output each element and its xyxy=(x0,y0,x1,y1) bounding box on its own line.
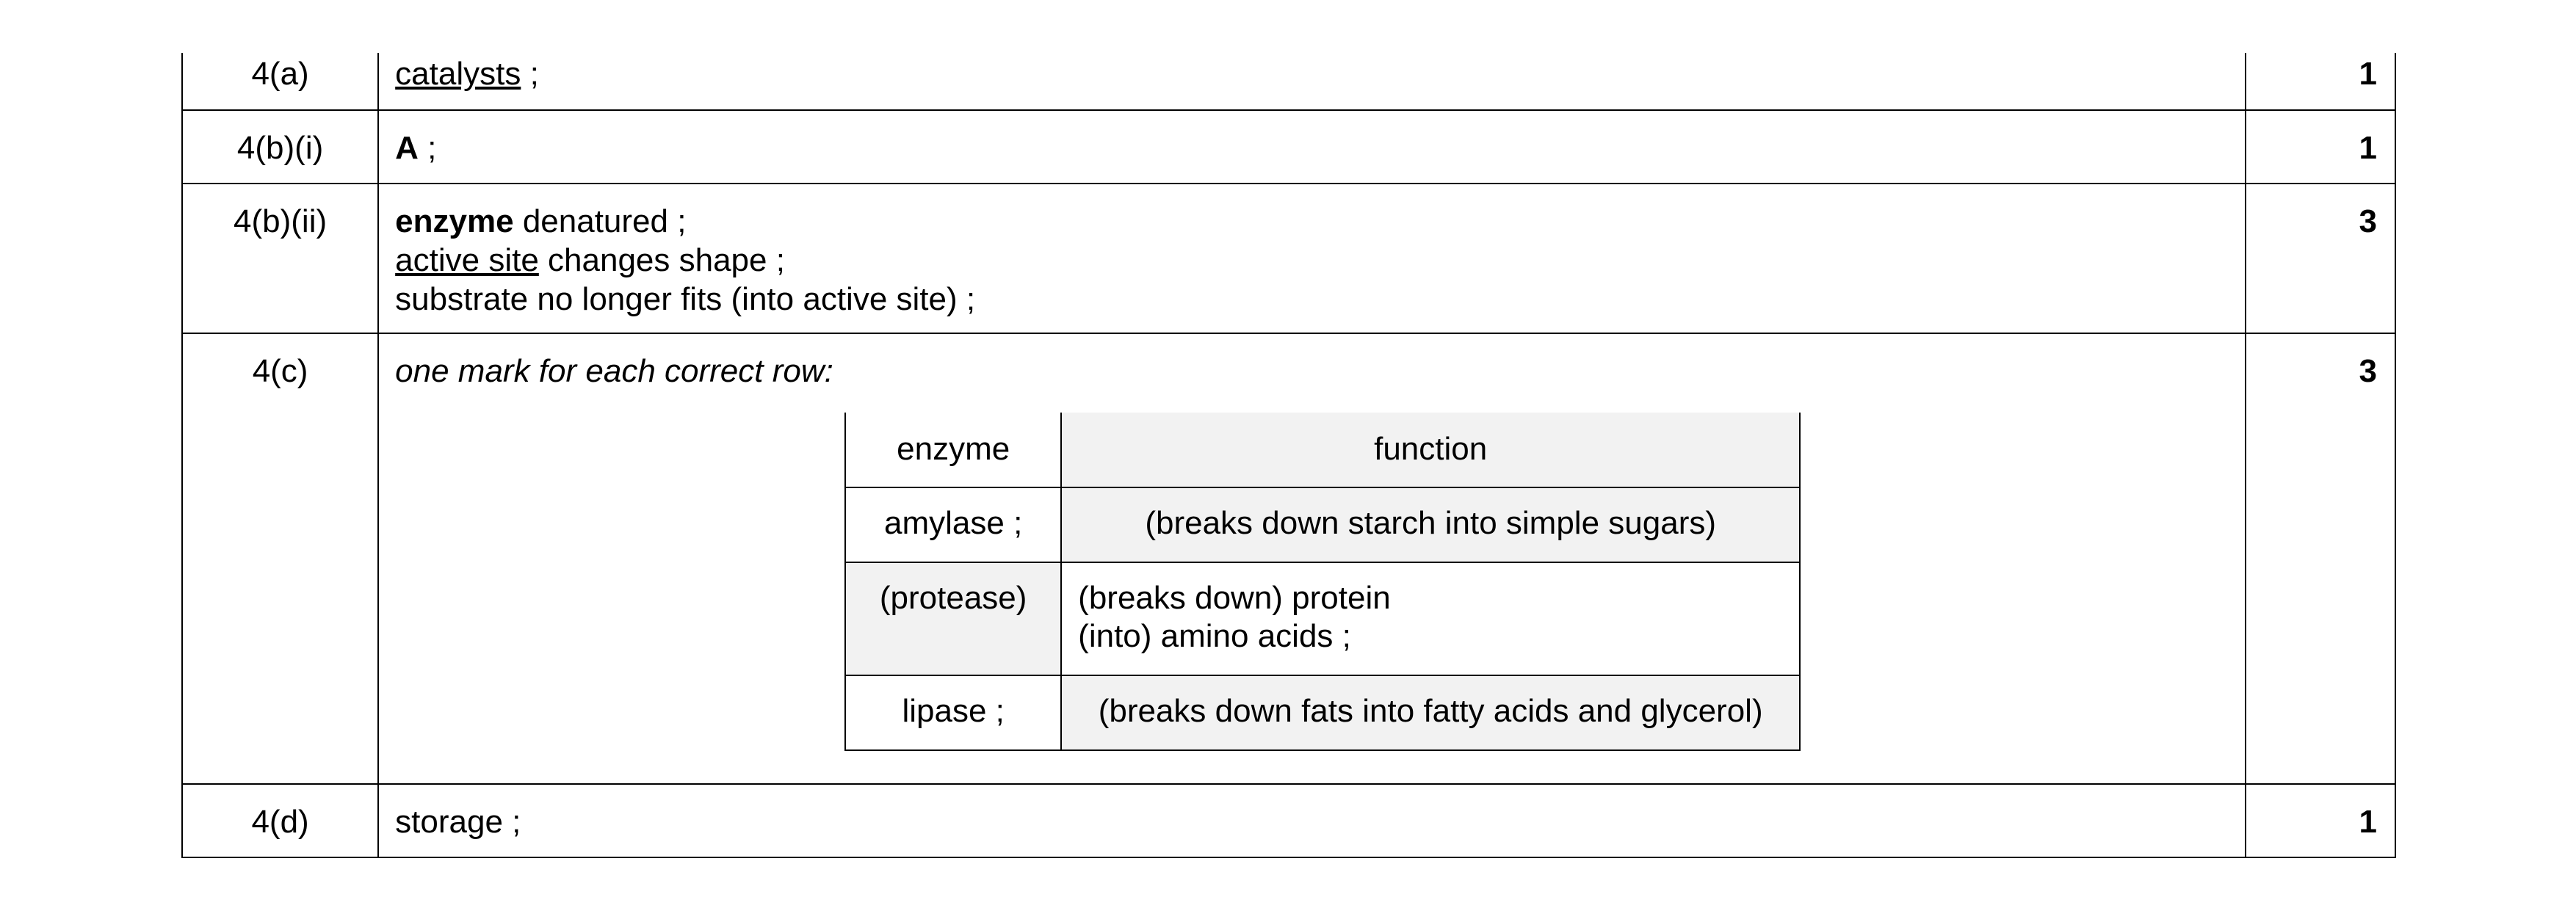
mark-scheme-row xyxy=(182,333,2395,784)
answer-cell xyxy=(378,53,2246,110)
answer-cell xyxy=(378,184,2246,333)
answer-keyword: catalysts xyxy=(395,56,521,92)
mark-scheme-row xyxy=(182,784,2395,857)
enzyme-column-header: enzyme xyxy=(845,413,1061,487)
answer-line xyxy=(395,202,2245,241)
marking-instruction: one mark for each correct row: xyxy=(395,353,833,389)
enzyme-table-row xyxy=(845,675,1800,750)
mark-scheme-row xyxy=(182,53,2395,110)
mark-scheme-row xyxy=(182,184,2395,333)
enzyme-cell: amylase ; xyxy=(845,487,1061,562)
question-number: 4(b)(i) xyxy=(182,110,378,184)
answer-line: substrate no longer fits (into active site) ; xyxy=(395,281,976,317)
answer-keyword: enzyme xyxy=(395,203,514,239)
answer-cell: storage ; xyxy=(378,784,2246,857)
function-cell xyxy=(1061,562,1800,675)
marks-cell: 1 xyxy=(2246,110,2395,184)
answer-separator: ; xyxy=(418,130,437,166)
enzyme-function-table xyxy=(844,413,1801,751)
question-number: 4(d) xyxy=(182,784,378,857)
answer-keyword: A xyxy=(395,130,419,166)
answer-cell xyxy=(378,110,2246,184)
marks-cell: 1 xyxy=(2246,784,2395,857)
question-number: 4(c) xyxy=(182,333,378,784)
function-line: (into) amino acids ; xyxy=(1078,618,1351,654)
enzyme-cell: (protease) xyxy=(845,562,1061,675)
question-number: 4(b)(ii) xyxy=(182,184,378,333)
mark-scheme-table xyxy=(181,53,2396,858)
answer-line xyxy=(395,241,2245,280)
enzyme-cell: lipase ; xyxy=(845,675,1061,750)
answer-text: changes shape ; xyxy=(538,242,785,278)
marks-cell: 1 xyxy=(2246,53,2395,110)
question-number: 4(a) xyxy=(182,53,378,110)
marks-cell: 3 xyxy=(2246,184,2395,333)
enzyme-table-row xyxy=(845,562,1800,675)
function-column-header: function xyxy=(1061,413,1800,487)
answer-text: denatured ; xyxy=(513,203,687,239)
function-cell: (breaks down fats into fatty acids and glycerol) xyxy=(1061,675,1800,750)
enzyme-table-header-row xyxy=(845,413,1800,487)
answer-keyword: active site xyxy=(395,242,539,278)
function-cell: (breaks down starch into simple sugars) xyxy=(1061,487,1800,562)
enzyme-table-row xyxy=(845,487,1800,562)
mark-scheme-row xyxy=(182,110,2395,184)
answer-separator: ; xyxy=(521,56,539,92)
marks-cell: 3 xyxy=(2246,333,2395,784)
answer-cell xyxy=(378,333,2246,784)
function-line: (breaks down) protein xyxy=(1078,580,1391,616)
